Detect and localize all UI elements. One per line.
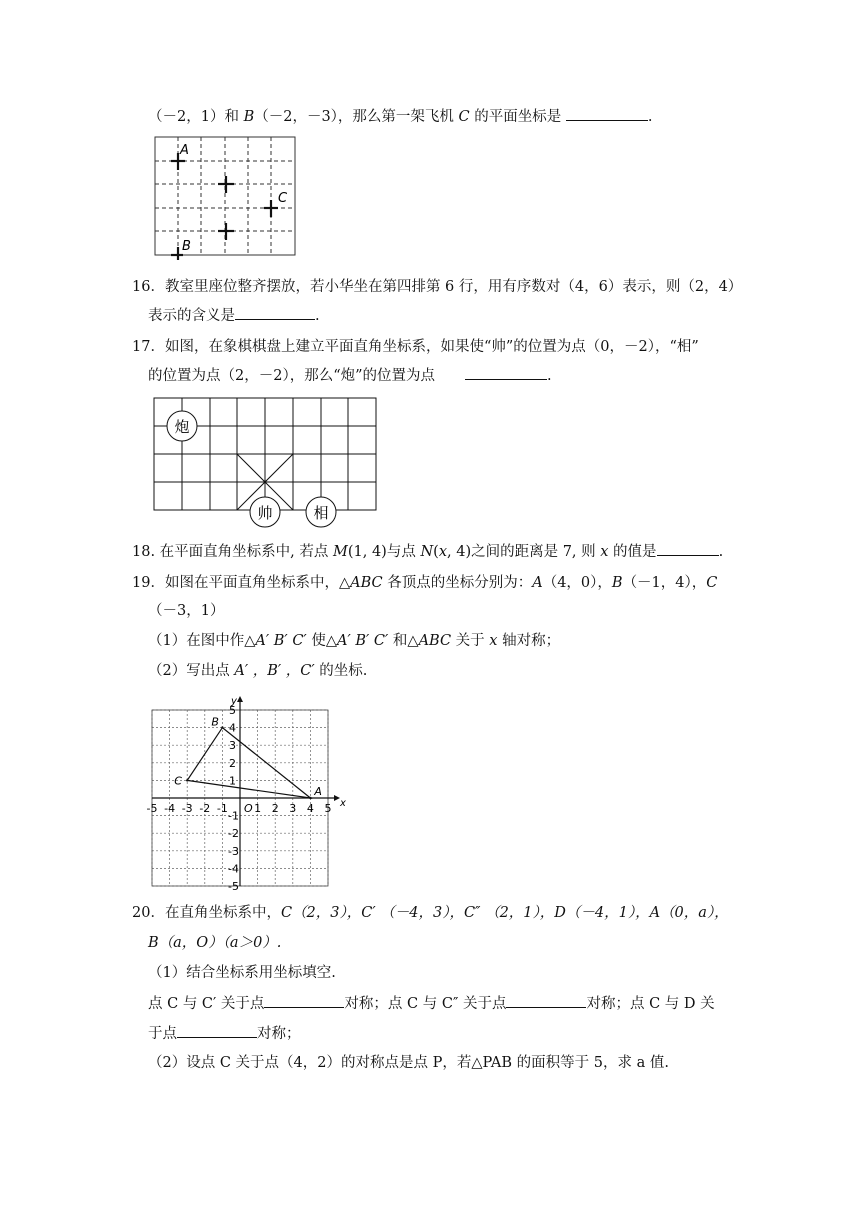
x-tick-label: -1 [216, 802, 228, 815]
q20-sub2: （2）设点 C 关于点（4，2）的对称点是点 P，若△PAB 的面积等于 5，求 a 值. [148, 1055, 669, 1071]
y-tick-label: 5 [229, 704, 236, 717]
q17-line2: 的位置为点（2，－2），那么“炮”的位置为点 . [148, 365, 552, 386]
origin-label: O [244, 802, 253, 815]
y-tick-label: -5 [228, 880, 239, 890]
x-tick-label: -2 [199, 802, 211, 815]
q17-answer-blank[interactable] [465, 365, 547, 380]
svg-text:炮: 炮 [174, 418, 190, 436]
x-tick-label: 5 [324, 802, 332, 815]
x-tick-label: 1 [254, 802, 262, 815]
q15-plane-grid-figure [150, 132, 302, 260]
q20-fill-line1: 点 C 与 C′ 关于点 对称；点 C 与 C″ 关于点 对称；点 C 与 D 关 [148, 993, 715, 1014]
y-tick-label: -1 [228, 809, 239, 823]
q17-line1: 17．如图，在象棋棋盘上建立平面直角坐标系，如果使“帅”的位置为点（0，－2），“相” [132, 339, 699, 355]
q20-blank-3[interactable] [177, 1023, 257, 1038]
q19-line1: 19．如图在平面直角坐标系中，△ABC 各顶点的坐标分别为：A（4，0），B（－1，4），C [132, 575, 718, 591]
y-tick-label: 4 [229, 721, 236, 735]
y-axis-arrow [237, 696, 243, 702]
q20-sub1: （1）结合坐标系用坐标填空. [148, 965, 336, 981]
vertex-point-b [221, 726, 223, 728]
piece-pao [167, 411, 197, 441]
q20-line1: 20．在直角坐标系中，C（2，3），C′ （－4，3），C″ （2，1），D（－4，1），A（0，a）， [132, 905, 729, 921]
x-tick-label: -4 [164, 802, 176, 815]
q16-line2: 表示的含义是 . [148, 305, 320, 326]
x-tick-label: -5 [146, 802, 158, 815]
vertex-label-b: B [211, 715, 219, 729]
x-tick-label: 3 [289, 802, 297, 815]
svg-text:相: 相 [313, 504, 329, 522]
vertex-point-c [186, 779, 188, 781]
piece-xiang [306, 497, 336, 527]
coordinate-plane-chart [144, 684, 354, 890]
q20-line2: B（a，O）（a＞0）. [148, 935, 282, 951]
q15-answer-blank[interactable] [566, 106, 648, 121]
y-tick-label: 3 [229, 739, 236, 753]
y-tick-label: -3 [228, 844, 239, 858]
q18-text: 18. 在平面直角坐标系中, 若点 M(1, 4)与点 N(x, 4)之间的距离是 7, 则 x 的值是 . [132, 541, 723, 562]
y-tick-label: 1 [229, 774, 236, 788]
q18-answer-blank[interactable] [657, 541, 719, 556]
y-axis-label: y [231, 696, 237, 707]
label-c: C [278, 191, 288, 206]
x-axis-label: x [340, 798, 346, 809]
vertex-point-a [309, 797, 311, 799]
y-tick-label: 2 [229, 756, 236, 770]
q19-sub2: （2）写出点 A′ ，B′ ，C′ 的坐标. [148, 663, 368, 679]
x-tick-label: 4 [306, 802, 314, 815]
label-a: A [180, 143, 189, 158]
q20-blank-2[interactable] [506, 993, 586, 1008]
svg-text:帅: 帅 [257, 504, 273, 522]
q16-line1: 16．教室里座位整齐摆放，若小华坐在第四排第 6 行，用有序数对（4，6）表示，则（2，4） [132, 279, 743, 295]
x-tick-label: -3 [181, 802, 193, 815]
vertex-label-c: C [174, 774, 182, 788]
y-tick-label: -4 [228, 862, 239, 876]
q16-answer-blank[interactable] [235, 305, 315, 320]
vertex-label-a: A [314, 785, 322, 798]
piece-shuai [250, 497, 280, 527]
q19-sub1: （1）在图中作△A′ B′ C′ 使△A′ B′ C′ 和△ABC 关于 x 轴对称； [148, 633, 561, 649]
x-tick-label: 2 [271, 802, 279, 815]
label-b: B [182, 239, 191, 254]
q20-fill-line2: 于点 对称； [148, 1023, 301, 1044]
y-tick-label: -2 [228, 827, 239, 841]
q20-blank-1[interactable] [264, 993, 344, 1008]
q19-line2: （－3，1） [148, 603, 225, 619]
chessboard-figure [150, 394, 382, 530]
q15-text: （－2，1）和 B（－2，－3），那么第一架飞机 C 的平面坐标是 . [148, 106, 652, 127]
